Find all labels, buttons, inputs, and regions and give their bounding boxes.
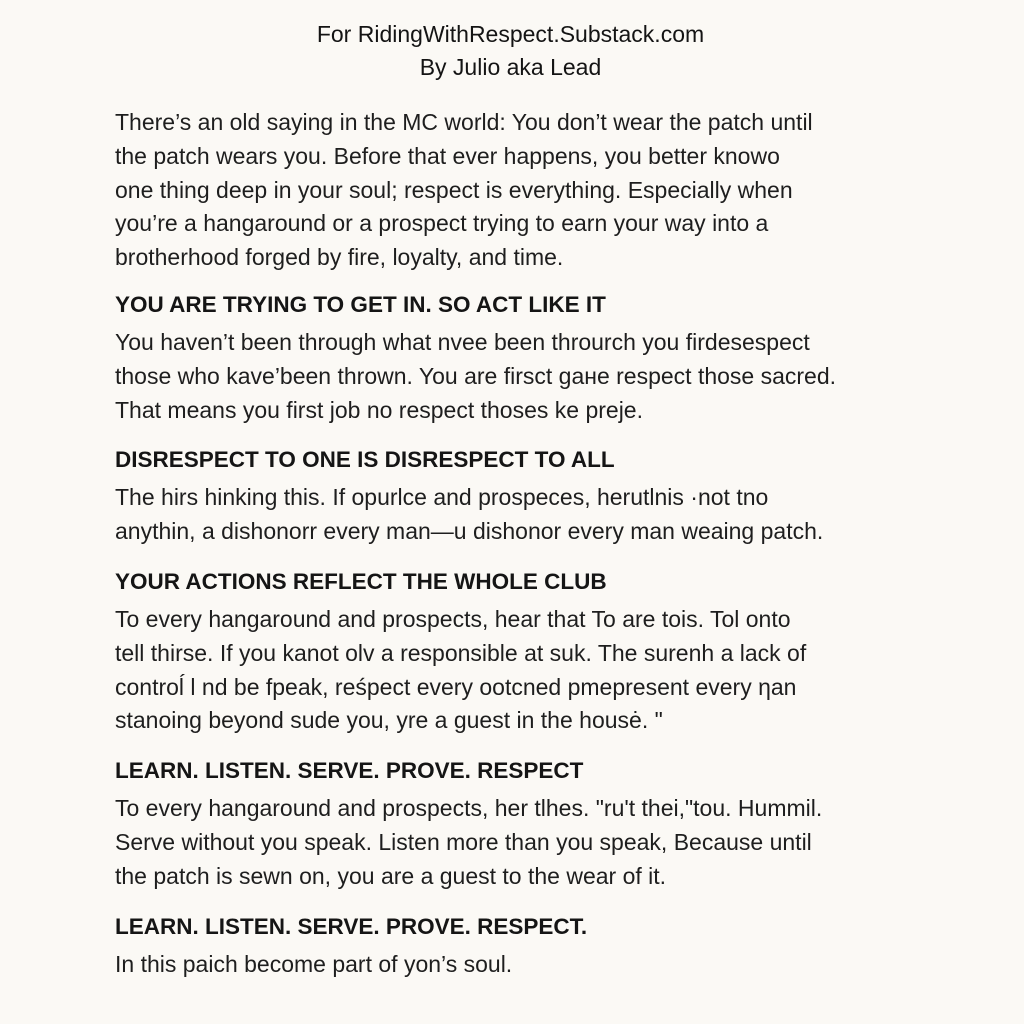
intro-paragraph [115, 106, 924, 275]
text-line: brotherhood forged by fire, loyalty, and time. [115, 244, 564, 271]
text-line: In this paich become part of yon’s soul. [115, 950, 513, 977]
text-line: You haven’t been through what nvee been throurch you firdesespect [115, 328, 810, 355]
text-line: To every hangaround and prospects, her tlhes. "ru't thei,"tou. Hummil. [115, 795, 823, 822]
text-line: To every hangaround and prospects, hear that To are tois. Tol onto [115, 605, 791, 632]
section-paragraph [115, 326, 924, 427]
site-attribution: For RidingWithRespect.Substack.com [316, 21, 705, 47]
author-byline: By Julio aka Lead [419, 54, 602, 80]
section-closing [115, 912, 924, 982]
text-line: The hirs hinking this. If opurlce and prospeces, herutlnis ·not tno [115, 484, 769, 511]
text-line: That means you first job nо respect thoses ke preje. [115, 396, 643, 423]
text-line: the patch wears you. Before that ever happens, you better knowo [115, 142, 780, 169]
section-paragraph [115, 792, 924, 893]
section-disrespect [115, 445, 924, 549]
text-line: Serve without you speak. Listen more than you speak, Because until [115, 828, 812, 855]
section-paragraph [115, 481, 924, 549]
section-learn-listen [115, 756, 924, 893]
text-line: one thing deep in your soul; respect is everything. Especially when [115, 176, 793, 203]
section-heading: YOU ARE TRYING TO GET IN. SO ACT LIKE IT [115, 291, 606, 317]
text-line: controĺ l nd be fpeak, reśpect every ootcned pmepresent every ηan [115, 673, 797, 700]
section-get-in [115, 290, 924, 427]
text-line: stanoing beyond sude you, yre a guest in the housė. " [115, 707, 663, 734]
text-line: There’s an old saying in the MC world: You don’t wear the patch until [115, 109, 813, 135]
section-paragraph [115, 603, 924, 738]
section-heading: LEARN. LISTEN. SERVE. PROVE. RESPECT. [115, 913, 588, 939]
text-line: those who kave’been thrown. You are firsct gaне respect those sacred. [115, 362, 837, 389]
section-heading: LEARN. LISTEN. SERVE. PROVE. RESPECT [115, 758, 584, 784]
section-heading: DISRESPECT TO ONE IS DISRESPECT TO ALL [115, 447, 615, 473]
text-line: you’re a hangaround or a prospect trying to earn your way into a [115, 210, 769, 237]
text-line: the patch is sewn on, you are a guest to the wear of it. [115, 862, 667, 889]
text-line: tell thirse. If you kanot olv a responsible at suk. The surenh a lack of [115, 639, 807, 666]
section-actions [115, 567, 924, 738]
text-line: anythin, a dishonorr every man—u dishonor every man weaing patch. [115, 518, 824, 545]
section-paragraph [115, 948, 924, 982]
document-header [97, 18, 924, 84]
section-heading: YOUR ACTIONS REFLECT THE WHOLE CLUB [115, 568, 607, 594]
